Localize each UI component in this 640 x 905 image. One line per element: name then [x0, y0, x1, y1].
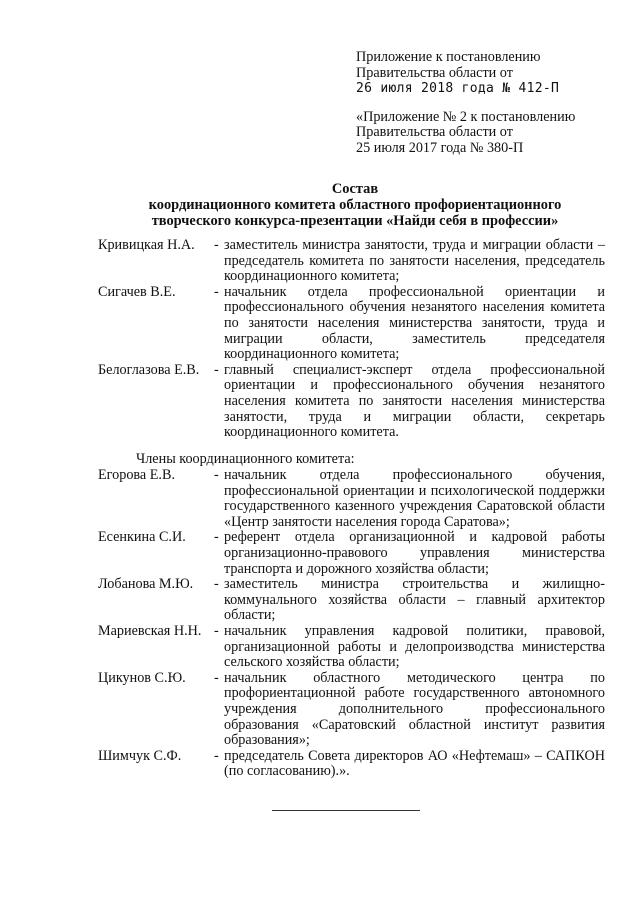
roster-row [98, 624, 605, 671]
person-name: Егорова Е.В. [98, 467, 175, 483]
person-role: референт отдела организационной и кадровой работы организационно-правового управления министерства транспорта и дорожного хозяйства области; [224, 529, 605, 577]
dash: - [214, 467, 219, 483]
person-role: заместитель министра строительства и жилищно-коммунального хозяйства области – главный архитектор области; [224, 576, 605, 624]
resolution-date-number: 26 июля 2018 года № 412-П [356, 81, 560, 97]
appendix-header-line: Правительства области от [356, 64, 513, 81]
person-name: Цикунов С.Ю. [98, 669, 186, 686]
appendix2-header-line: 25 июля 2017 года № 380-П [356, 139, 524, 156]
roster-row [98, 530, 605, 577]
person-role: начальник областного методического центра по профориентационной работе государственного автономного учреждения дополнительного профессионального образования «Саратовский областной институт развития образования»; [224, 669, 605, 749]
person-role: начальник отдела профессиональной ориентации и профессионального обучения незанятого населения комитета по занятости населения министерства занятости, труда и миграции области, заместитель председателя координационного комитета; [224, 283, 605, 363]
person-role: начальник управления кадровой политики, правовой, организационной работы и делопроизводства министерства сельского хозяйства области; [224, 622, 605, 671]
appendix-header [356, 50, 626, 157]
appendix2-header-line: «Приложение № 2 к постановлению [356, 108, 576, 125]
roster-row [98, 285, 605, 363]
title-line: координационного комитета областного профориентационного [148, 196, 562, 213]
roster-row [98, 363, 605, 441]
document-title [110, 182, 600, 229]
members-roster [98, 468, 605, 780]
dash: - [214, 529, 219, 546]
roster-row [98, 577, 605, 624]
dash: - [214, 747, 219, 764]
title-line: Состав [331, 181, 379, 197]
dash: - [214, 622, 219, 639]
person-role: заместитель министра занятости, труда и миграции области – председатель комитета по занятости населения, председатель координационного комитета; [224, 237, 605, 285]
person-name: Сигачев В.Е. [98, 283, 176, 300]
dash: - [214, 576, 219, 593]
dash: - [214, 283, 219, 300]
person-role: главный специалист-эксперт отдела профессиональной ориентации и профессионального обучения незанятого населения комитета по занятости населения министерства занятости, труда и миграции области, секретарь координационного комитета. [224, 361, 605, 441]
title-line: творческого конкурса-презентации «Найди себя в профессии» [151, 212, 559, 229]
appendix2-header-line: Правительства области от [356, 124, 513, 141]
roster-row [98, 238, 605, 285]
person-name: Шимчук С.Ф. [98, 747, 182, 764]
closing-rule [272, 810, 420, 811]
leadership-roster [98, 238, 605, 441]
appendix-header-line: Приложение к постановлению [356, 49, 541, 65]
dash: - [214, 237, 219, 253]
roster-row [98, 468, 605, 530]
members-heading: Члены координационного комитета: [136, 451, 355, 467]
dash: - [214, 669, 219, 686]
person-name: Мариевская Н.Н. [98, 622, 202, 639]
person-name: Лобанова М.Ю. [98, 576, 194, 593]
person-role: председатель Совета директоров АО «Нефтемаш» – САПКОН (по согласованию).». [224, 747, 605, 780]
person-name: Кривицкая Н.А. [98, 237, 195, 253]
roster-row [98, 671, 605, 749]
person-role: начальник отдела профессионального обучения, профессиональной ориентации и психологической поддержки государственного казенного учреждения Саратовской области «Центр занятости населения города Саратова»; [224, 467, 605, 530]
roster-row [98, 749, 605, 780]
person-name: Есенкина С.И. [98, 529, 186, 546]
person-name: Белоглазова Е.В. [98, 361, 200, 378]
dash: - [214, 361, 219, 378]
